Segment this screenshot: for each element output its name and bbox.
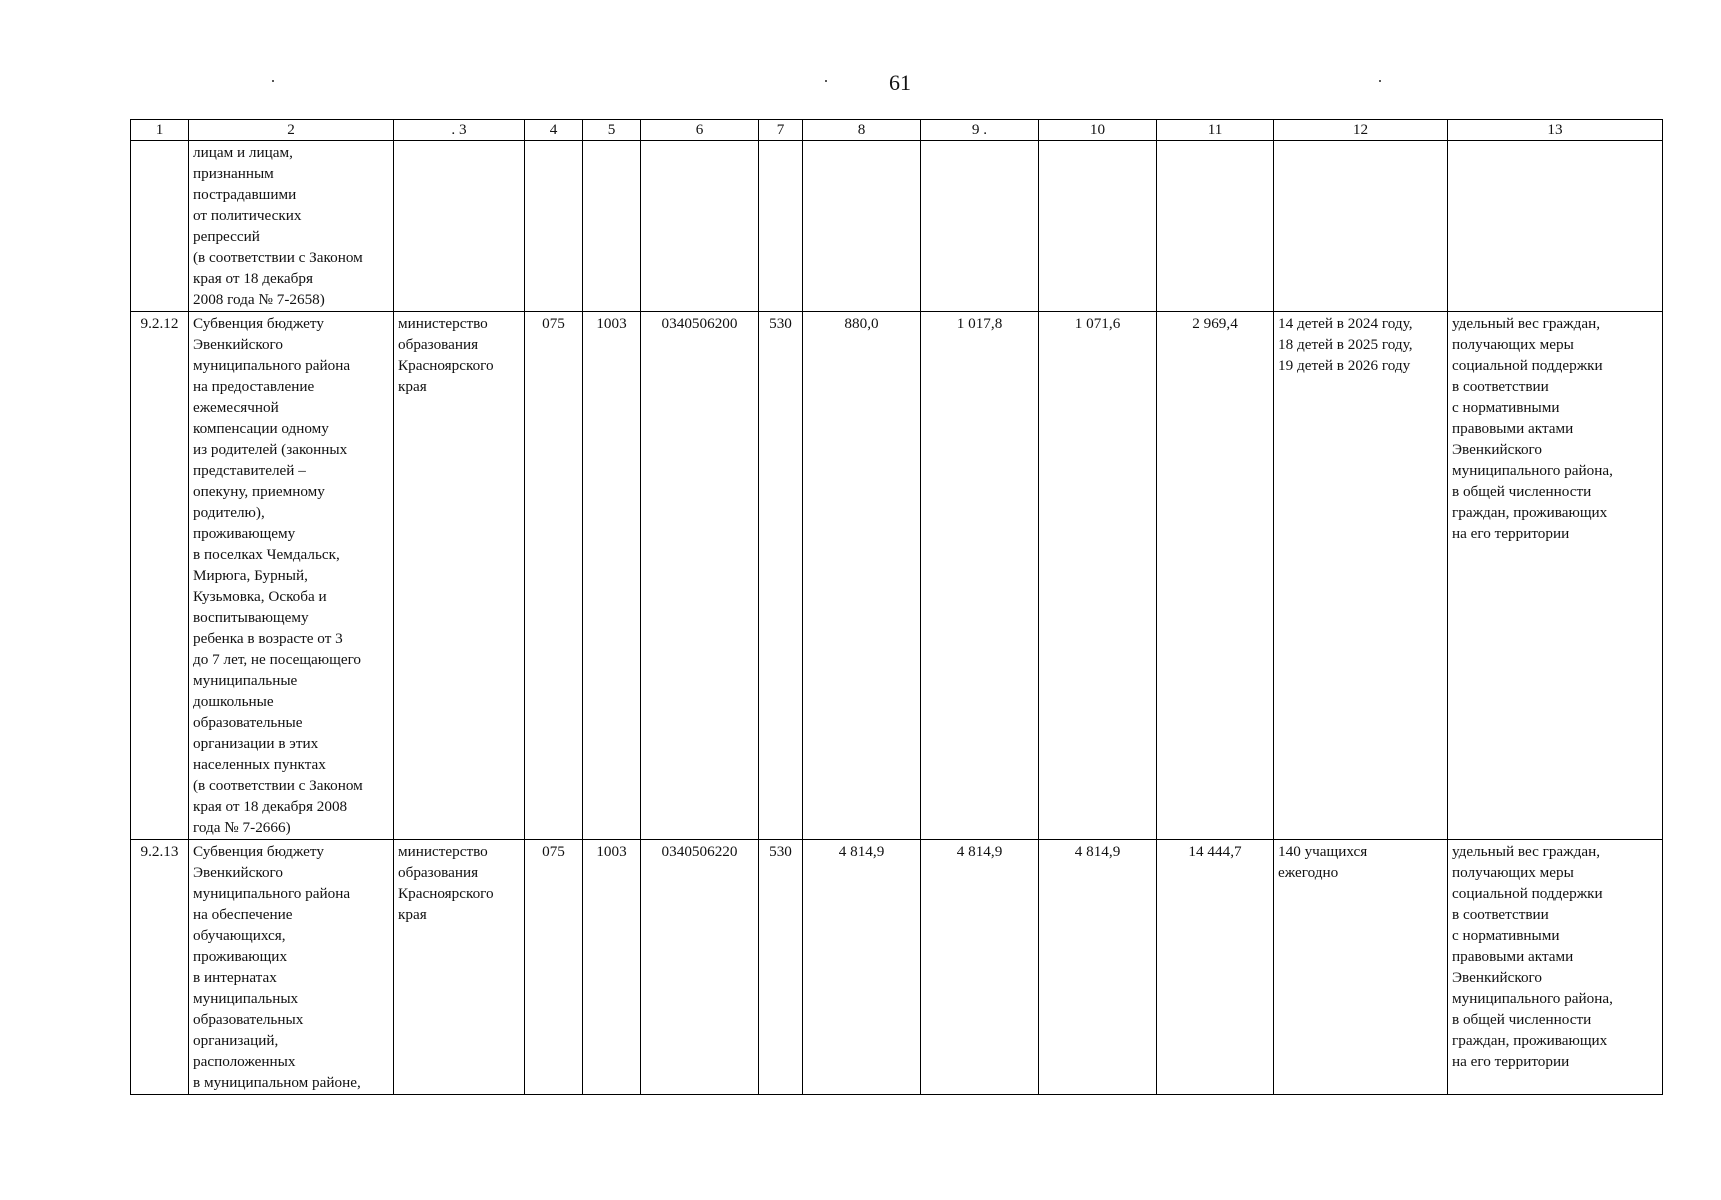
responsible-agency: [394, 141, 525, 312]
section-code: 1003: [583, 840, 641, 1095]
expected-result-line: 19 детей в 2026 году: [1278, 357, 1411, 374]
expected-result: [1274, 141, 1448, 312]
column-number-header: 11: [1157, 120, 1274, 141]
measure-name-line: пострадавшими: [193, 186, 297, 203]
indicator-line: граждан, проживающих: [1452, 504, 1608, 521]
amount-2025: 4 814,9: [921, 840, 1039, 1095]
measure-name-line: 2008 года № 7-2658): [193, 291, 325, 308]
measure-name-line: в интернатах: [193, 969, 277, 986]
responsible-agency: [394, 312, 525, 840]
responsible-agency-line: края: [398, 378, 427, 395]
measure-name-line: Эвенкийского: [193, 336, 283, 353]
measure-name-line: Кузьмовка, Оскоба и: [193, 588, 327, 605]
amount-2025: [921, 141, 1039, 312]
measure-name-line: воспитывающему: [193, 609, 309, 626]
indicator-line: в общей численности: [1452, 483, 1592, 500]
column-number-header: 7: [759, 120, 803, 141]
measure-name-line: проживающих: [193, 948, 288, 965]
measure-name: [189, 840, 394, 1095]
amount-total: 2 969,4: [1157, 312, 1274, 840]
measure-name-line: представителей –: [193, 462, 306, 479]
expense-type-code: 530: [759, 312, 803, 840]
measure-number: 9.2.13: [131, 840, 189, 1095]
measure-name-line: Субвенция бюджету: [193, 843, 324, 860]
program-measures-table: [130, 119, 1663, 1095]
measure-name-line: из родителей (законных: [193, 441, 348, 458]
column-number-row: [131, 120, 1663, 141]
indicator-line: на его территории: [1452, 1053, 1570, 1070]
indicator-line: социальной поддержки: [1452, 357, 1603, 374]
target-article-code: [641, 141, 759, 312]
indicator-line: удельный вес граждан,: [1452, 315, 1601, 332]
column-number-header: 2: [189, 120, 394, 141]
expense-type-code: [759, 141, 803, 312]
measure-number: [131, 141, 189, 312]
grbs-code: [525, 141, 583, 312]
indicator-line: граждан, проживающих: [1452, 1032, 1608, 1049]
measure-name-line: (в соответствии с Законом: [193, 777, 363, 794]
scan-speck: [825, 80, 827, 82]
section-code: 1003: [583, 312, 641, 840]
expected-result: [1274, 312, 1448, 840]
measure-number: 9.2.12: [131, 312, 189, 840]
grbs-code: 075: [525, 840, 583, 1095]
measure-name-line: обучающихся,: [193, 927, 286, 944]
measure-name-line: на предоставление: [193, 378, 315, 395]
measure-name-line: лицам и лицам,: [193, 144, 293, 161]
indicator-line: в соответствии: [1452, 906, 1549, 923]
expected-result-line: ежегодно: [1278, 864, 1339, 881]
measure-name-line: организаций,: [193, 1032, 279, 1049]
indicator: [1448, 840, 1663, 1095]
responsible-agency-line: края: [398, 906, 427, 923]
measure-name-line: проживающему: [193, 525, 296, 542]
indicator-line: на его территории: [1452, 525, 1570, 542]
column-number-header: 13: [1448, 120, 1663, 141]
expected-result: [1274, 840, 1448, 1095]
measure-name-line: признанным: [193, 165, 274, 182]
measure-name-line: ежемесячной: [193, 399, 279, 416]
measure-name-line: в поселках Чемдальск,: [193, 546, 340, 563]
responsible-agency-line: Красноярского: [398, 357, 494, 374]
indicator-line: социальной поддержки: [1452, 885, 1603, 902]
responsible-agency-line: Красноярского: [398, 885, 494, 902]
scan-speck: [1379, 80, 1381, 82]
indicator-line: с нормативными: [1452, 927, 1560, 944]
indicator-line: в общей численности: [1452, 1011, 1592, 1028]
expected-result-line: 18 детей в 2025 году,: [1278, 336, 1413, 353]
table-row: [131, 141, 1663, 312]
responsible-agency-line: министерство: [398, 315, 488, 332]
measure-name-line: дошкольные: [193, 693, 274, 710]
table-row: [131, 840, 1663, 1095]
measure-name-line: муниципального района: [193, 885, 351, 902]
measure-name-line: до 7 лет, не посещающего: [193, 651, 362, 668]
measure-name-line: образовательных: [193, 1011, 304, 1028]
column-number-header: 12: [1274, 120, 1448, 141]
measure-name-line: Эвенкийского: [193, 864, 283, 881]
measure-name-line: Субвенция бюджету: [193, 315, 324, 332]
measure-name-line: края от 18 декабря 2008: [193, 798, 348, 815]
grbs-code: 075: [525, 312, 583, 840]
indicator-line: муниципального района,: [1452, 462, 1613, 479]
indicator: [1448, 141, 1663, 312]
amount-2026: 4 814,9: [1039, 840, 1157, 1095]
responsible-agency-line: министерство: [398, 843, 488, 860]
page-number: 61: [889, 70, 911, 95]
responsible-agency-line: образования: [398, 864, 479, 881]
amount-2024: [803, 141, 921, 312]
indicator-line: удельный вес граждан,: [1452, 843, 1601, 860]
measure-name: [189, 312, 394, 840]
expected-result-line: 140 учащихся: [1278, 843, 1368, 860]
measure-name-line: ребенка в возрасте от 3: [193, 630, 343, 647]
column-number-header: 9 .: [921, 120, 1039, 141]
indicator-line: правовыми актами: [1452, 420, 1574, 437]
amount-2026: [1039, 141, 1157, 312]
measure-name-line: компенсации одному: [193, 420, 329, 437]
measure-name-line: муниципальных: [193, 990, 299, 1007]
column-number-header: 10: [1039, 120, 1157, 141]
indicator: [1448, 312, 1663, 840]
target-article-code: 0340506200: [641, 312, 759, 840]
target-article-code: 0340506220: [641, 840, 759, 1095]
section-code: [583, 141, 641, 312]
measure-name-line: от политических: [193, 207, 302, 224]
column-number-header: 5: [583, 120, 641, 141]
indicator-line: муниципального района,: [1452, 990, 1613, 1007]
indicator-line: с нормативными: [1452, 399, 1560, 416]
measure-name-line: опекуну, приемному: [193, 483, 325, 500]
indicator-line: получающих меры: [1452, 864, 1574, 881]
expected-result-line: 14 детей в 2024 году,: [1278, 315, 1413, 332]
amount-2024: 4 814,9: [803, 840, 921, 1095]
column-number-header: . 3: [394, 120, 525, 141]
table-row: [131, 312, 1663, 840]
column-number-header: 1: [131, 120, 189, 141]
measure-name-line: года № 7-2666): [193, 819, 291, 836]
indicator-line: получающих меры: [1452, 336, 1574, 353]
responsible-agency: [394, 840, 525, 1095]
amount-2025: 1 017,8: [921, 312, 1039, 840]
measure-name-line: на обеспечение: [193, 906, 293, 923]
responsible-agency-line: образования: [398, 336, 479, 353]
measure-name-line: (в соответствии с Законом: [193, 249, 363, 266]
amount-2026: 1 071,6: [1039, 312, 1157, 840]
measure-name-line: муниципальные: [193, 672, 298, 689]
measure-name-line: родителю),: [193, 504, 265, 521]
measure-name-line: края от 18 декабря: [193, 270, 313, 287]
amount-2024: 880,0: [803, 312, 921, 840]
amount-total: [1157, 141, 1274, 312]
measure-name-line: Мирюга, Бурный,: [193, 567, 308, 584]
column-number-header: 8: [803, 120, 921, 141]
indicator-line: Эвенкийского: [1452, 441, 1542, 458]
measure-name-line: расположенных: [193, 1053, 296, 1070]
indicator-line: в соответствии: [1452, 378, 1549, 395]
measure-name-line: репрессий: [193, 228, 260, 245]
expense-type-code: 530: [759, 840, 803, 1095]
amount-total: 14 444,7: [1157, 840, 1274, 1095]
measure-name-line: населенных пунктах: [193, 756, 326, 773]
measure-name-line: муниципального района: [193, 357, 351, 374]
column-number-header: 6: [641, 120, 759, 141]
scan-speck: [272, 80, 274, 82]
measure-name-line: организации в этих: [193, 735, 319, 752]
measure-name: [189, 141, 394, 312]
indicator-line: Эвенкийского: [1452, 969, 1542, 986]
column-number-header: 4: [525, 120, 583, 141]
measure-name-line: в муниципальном районе,: [193, 1074, 361, 1091]
measure-name-line: образовательные: [193, 714, 303, 731]
indicator-line: правовыми актами: [1452, 948, 1574, 965]
